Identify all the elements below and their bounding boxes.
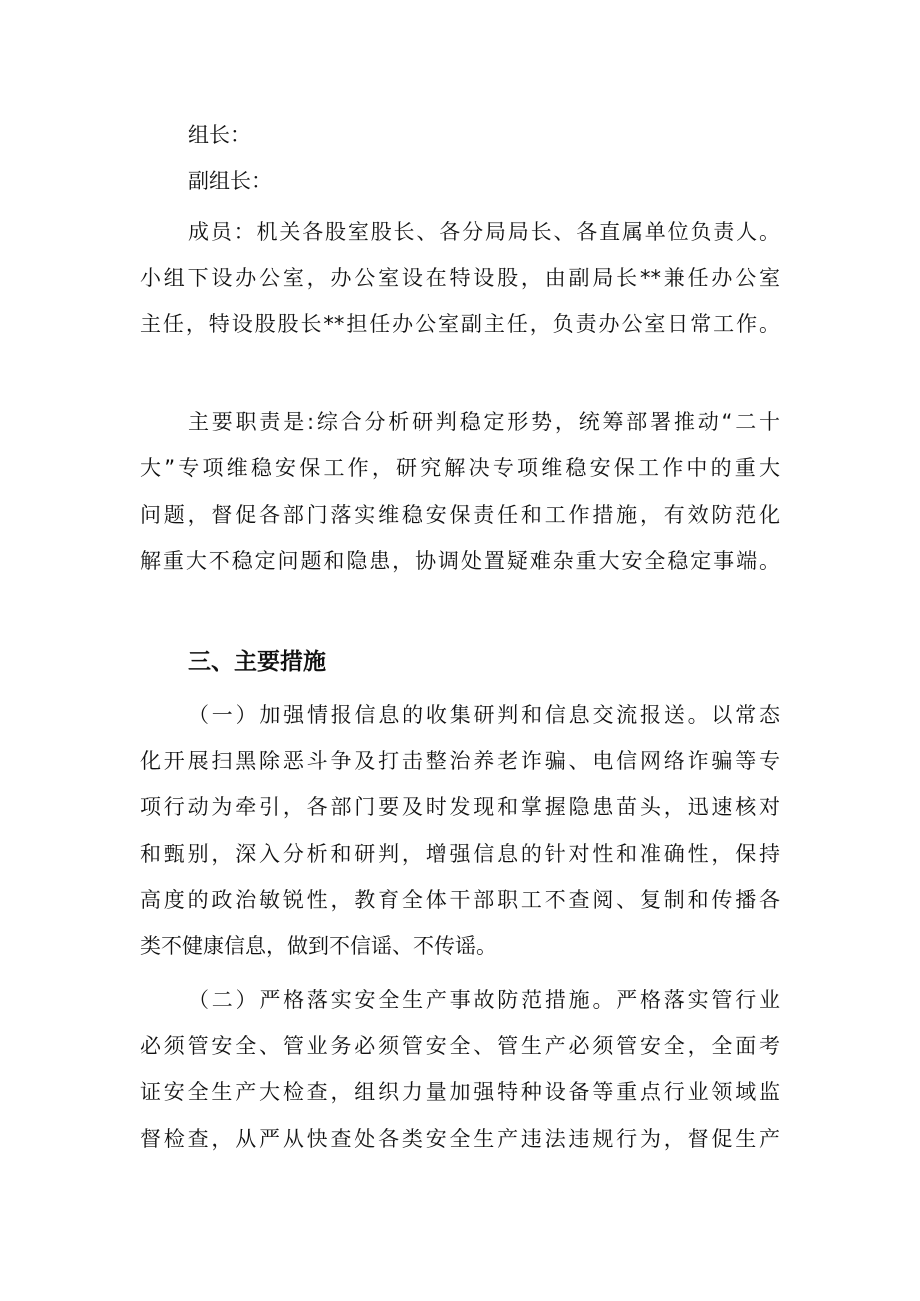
- duties-line: 解重大不稳定问题和隐患，协调处置疑难杂重大安全稳定事端。: [140, 549, 780, 573]
- section-heading: 三、主要措施: [188, 649, 326, 675]
- members-line: 主任，特设股股长**担任办公室副主任，负责办公室日常工作。: [140, 312, 780, 336]
- duties-line: 问题，督促各部门落实维稳安保责任和工作措施，有效防范化: [140, 503, 780, 527]
- members-line: 小组下设办公室，办公室设在特设股，由副局长**兼任办公室: [140, 266, 780, 290]
- duties-line: 大”专项维稳安保工作，研究解决专项维稳安保工作中的重大: [140, 456, 780, 480]
- measure-1-line: 高度的政治敏锐性，教育全体干部职工不查阅、复制和传播各: [140, 888, 780, 912]
- measure-1-line: 类不健康信息，做到不信谣、不传谣。: [140, 934, 497, 958]
- measure-2-line: （二）严格落实安全生产事故防范措施。严格落实管行业: [188, 988, 780, 1012]
- measure-2-line: 督检查，从严从快查处各类安全生产违法违规行为，督促生产: [140, 1127, 780, 1151]
- measure-1-line: 和甄别，深入分析和研判，增强信息的针对性和准确性，保持: [140, 842, 780, 866]
- leader-line: 组长：: [188, 123, 251, 147]
- measure-2-line: 证安全生产大检查，组织力量加强特种设备等重点行业领域监: [140, 1080, 780, 1104]
- measure-2-line: 必须管安全、管业务必须管安全、管生产必须管安全，全面考: [140, 1034, 780, 1058]
- measure-1-line: 项行动为牵引，各部门要及时发现和掌握隐患苗头，迅速核对: [140, 795, 780, 819]
- deputy-leader-line: 副组长：: [188, 169, 272, 193]
- measure-1-line: （一）加强情报信息的收集研判和信息交流报送。以常态: [188, 703, 780, 727]
- duties-line: 主要职责是:综合分析研判稳定形势，统筹部署推动“二十: [188, 410, 780, 434]
- measure-1-line: 化开展扫黑除恶斗争及打击整治养老诈骗、电信网络诈骗等专: [140, 749, 780, 773]
- members-line: 成员：机关各股室股长、各分局局长、各直属单位负责人。: [188, 220, 780, 244]
